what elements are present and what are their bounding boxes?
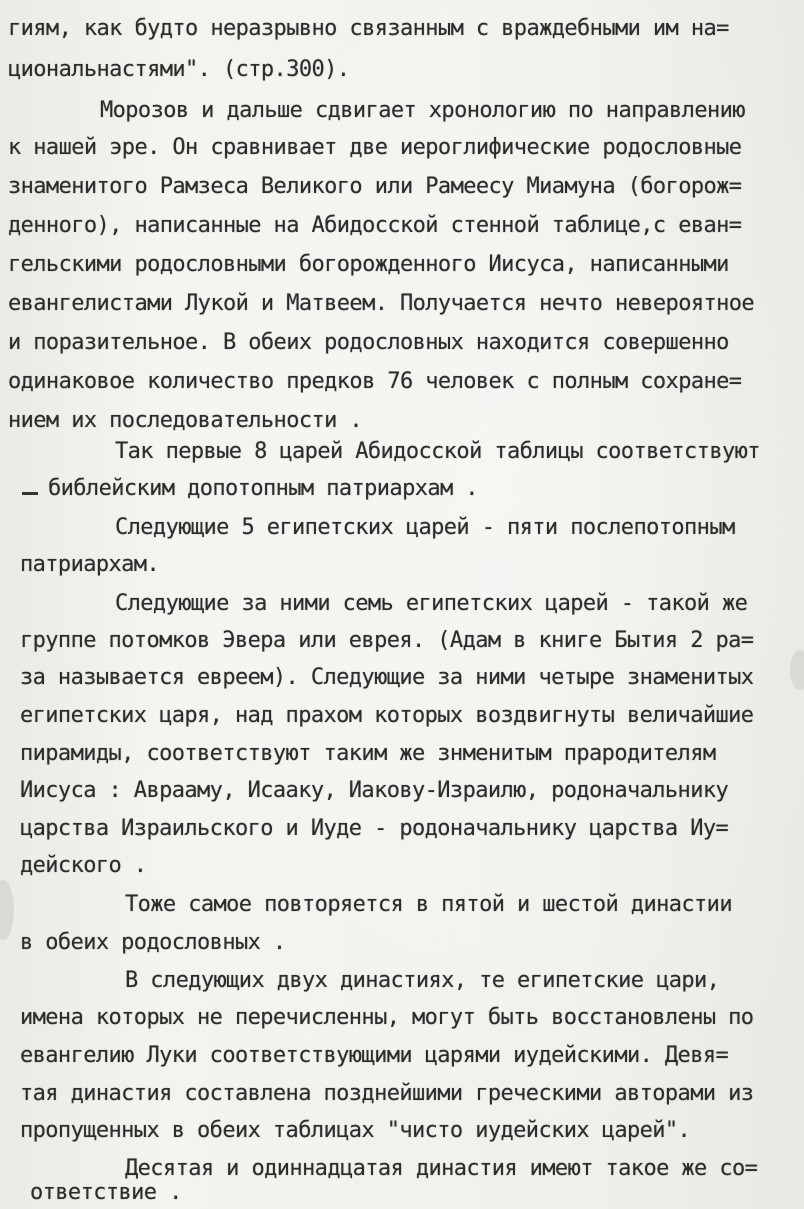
- text-line: имена которых не перечисленны, могут быть восстановлены по: [20, 1005, 754, 1030]
- text-line: денного), написанные на Абидосской стенной таблице,с еван=: [8, 213, 742, 238]
- text-line: и поразительное. В обеих родословных находится совершенно: [8, 330, 729, 355]
- text-line: дейского .: [20, 853, 147, 878]
- text-line: Следующие за ними семь египетских царей - такой же: [115, 591, 748, 616]
- text-line: пирамиды, соответствуют таким же знменитым прародителям: [20, 741, 716, 766]
- text-line: знаменитого Рамзеса Великого или Рамеесу Миамуна (богорож=: [8, 174, 742, 199]
- text-line: В следующих двух династиях, те египетские цари,: [125, 968, 720, 993]
- text-line: одинаковое количество предков 76 человек с полным сохране=: [8, 369, 742, 394]
- text-line: Морозов и дальше сдвигает хронологию по направлению: [100, 98, 745, 123]
- text-line: Следующие 5 египетских царей - пяти послепотопным: [115, 515, 735, 540]
- text-line: Десятая и одиннадцатая династия имеют такое же со=: [125, 1156, 758, 1181]
- text-line: патриархам.: [20, 552, 160, 577]
- text-line: гельскими родословными богорожденного Иисуса, написанными: [8, 252, 729, 277]
- text-line: евангелию Луки соответствующими царями иудейскими. Девя=: [20, 1043, 729, 1068]
- text-line: за называется евреем). Следующие за ними четыре знаменитых: [20, 665, 754, 690]
- text-line: нием их последовательности .: [8, 408, 363, 433]
- text-line: к нашей эре. Он сравнивает две иероглифические родословные: [8, 135, 742, 160]
- text-line: Так первые 8 царей Абидосской таблицы соответствуют: [115, 439, 760, 464]
- text-line: в обеих родословных .: [20, 930, 286, 955]
- text-line: Тоже самое повторяется в пятой и шестой династии: [125, 892, 732, 917]
- paper-scuff: [0, 880, 14, 940]
- text-line: царства Израильского и Иуде - родоначальнику царства Иу=: [20, 816, 729, 841]
- text-line: гиям, как будто неразрывно связанным с враждебными им на=: [8, 16, 729, 41]
- text-line: ответствие .: [30, 1180, 182, 1205]
- text-line: Иисуса : Аврааму, Исааку, Иакову-Израилю, родоначальнику: [20, 778, 729, 803]
- paper-scuff: [790, 650, 804, 690]
- text-line: группе потомков Эвера или еврея. (Адам в книге Бытия 2 ра=: [20, 628, 754, 653]
- text-line: пропущенных в обеих таблицах "чисто иудейских царей".: [20, 1118, 691, 1143]
- margin-mark: [22, 492, 38, 495]
- text-line: евангелистами Лукой и Матвеем. Получается нечто невероятное: [8, 291, 755, 316]
- text-line: циональнастями". (стр.300).: [8, 57, 350, 82]
- text-line: библейским допотопным патриархам .: [48, 476, 478, 501]
- text-line: египетских царя, над прахом которых воздвигнуты величайшие: [20, 703, 754, 728]
- text-line: тая династия составлена позднейшими греческими авторами из: [20, 1081, 754, 1106]
